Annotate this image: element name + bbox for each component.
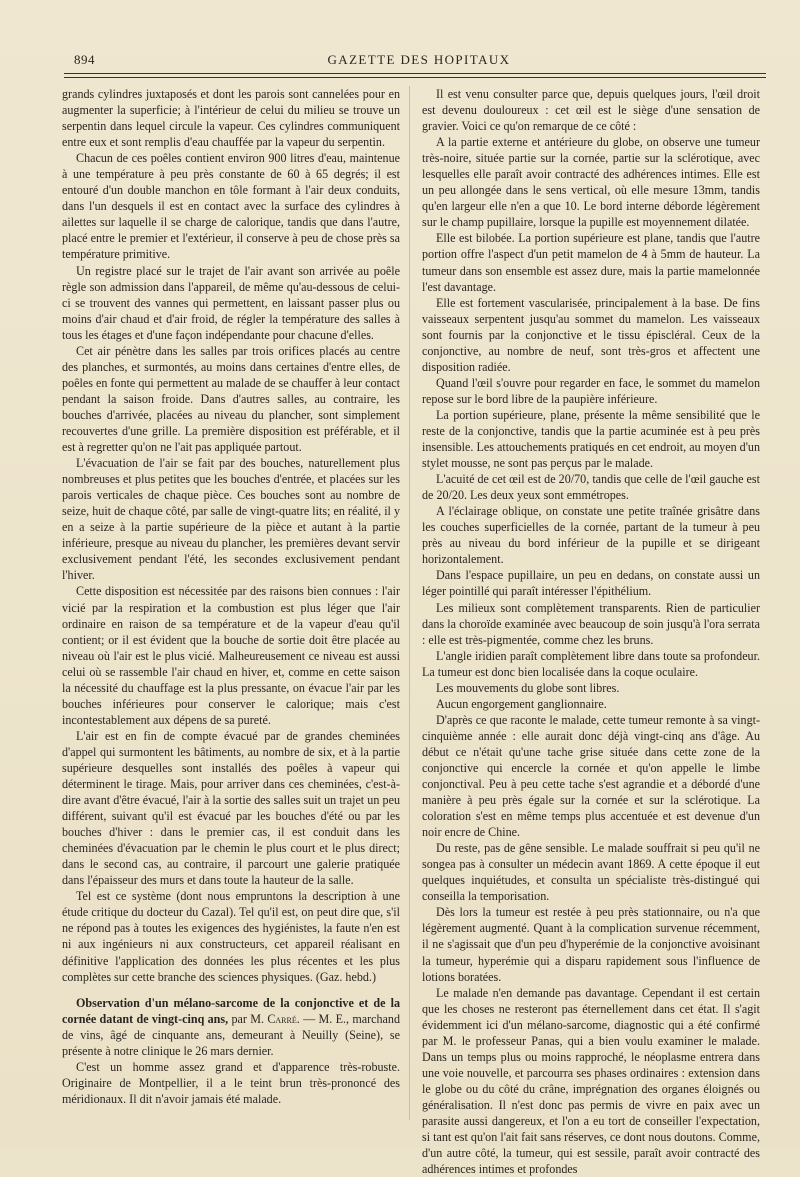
left-column <box>62 86 400 1107</box>
paragraph: Un registre placé sur le trajet de l'air avant son arrivée au poêle règle son admission dans l'appareil, de même qu'au-dessous de celui-ci se trouvent des vannes qui permettent, en laissant passer plus ou moins d'air chaud et d'air froid, de régler la température des salles à tous les étages et d'une façon indépendante pour chacune d'elles. <box>62 263 400 342</box>
paragraph: L'angle iridien paraît complètement libre dans toute sa profondeur. La tumeur est donc bien localisée dans la coque oculaire. <box>422 648 760 679</box>
paragraph: grands cylindres juxtaposés et dont les parois sont cannelées pour en augmenter la superficie; à l'intérieur de celui du milieu se trouve un serpentin dans lequel circule la vapeur. Ces cylindres communiquent entre eux et sont remplis d'eau chauffée par la vapeur du serpentin. <box>62 87 400 150</box>
running-title: GAZETTE DES HOPITAUX <box>327 52 511 67</box>
paragraph: Cet air pénètre dans les salles par trois orifices placés au centre des planches, et surmontés, au moins dans certaines d'entre elles, de poêles en fonte qui permettent au malade de se chauffer à leur contact pendant la saison froide. Dans d'autres salles, au contraire, les bouches d'arrivée, placées au niveau du plancher, sont simplement recouvertes d'une grille. La première disposition est préférable, et il est à regretter qu'on ne l'ait pas appliquée partout. <box>62 343 400 455</box>
header-rule <box>64 73 766 74</box>
paragraph: Dans l'espace pupillaire, un peu en dedans, on constate aussi un léger pointillé qui paraît intéresser l'épithélium. <box>422 568 760 599</box>
paragraph: La portion supérieure, plane, présente la même sensibilité que le reste de la conjonctive, tandis que la partie acuminée est à peu près insensible. Les attouchements pratiqués en cet endroit, au moyen d'un stylet mousse, ne sont pas perçus par le malade. <box>422 407 760 471</box>
paragraph: Aucun engorgement ganglionnaire. <box>436 696 607 711</box>
paragraph: L'acuité de cet œil est de 20/70, tandis que celle de l'œil gauche est de 20/20. Les deux yeux sont emmétropes. <box>422 472 760 503</box>
paragraph: Le malade n'en demande pas davantage. Cependant il est certain que les choses ne resteront pas éternellement dans cet état. Il s'agit évidemment ici d'un mélano-sarcome, diagnostic qui a été confirmé par M. le professeur Panas, qui a bien voulu examiner le malade. Dans un temps plus ou moins rapproché, le néoplasme entrera dans une voie nouvelle, et parcourra ses phases ordinaires : extension dans le globe ou du côté du crâne, imprégnation des organes éloignés ou généralisation. Il n'est donc pas permis de vivre en paix avec un parasite aussi dangereux, et l'on a eu tort de conseiller l'expectation, si tant est qu'on l'ait fait sans réserves, ce dont nous doutons. Comme, d'un autre côté, la tumeur, qui est sessile, paraît avoir contracté des adhérences intimes et profondes <box>422 985 760 1177</box>
paragraph: C'est un homme assez grand et d'apparence très-robuste. Originaire de Montpellier, il a le teint brun très-prononcé des méridionaux. Il dit n'avoir jamais été malade. <box>62 1059 400 1106</box>
paragraph: Quand l'œil s'ouvre pour regarder en face, le sommet du mamelon repose sur le bord libre de la paupière inférieure. <box>422 375 760 406</box>
paragraph: A l'éclairage oblique, on constate une petite traînée grisâtre dans les couches superficielles de la cornée, partant de la tumeur à peu près au niveau du bord inférieur de la pupille et se dirigeant horizontalement. <box>422 504 760 567</box>
page-number: 894 <box>74 52 95 67</box>
column-divider <box>409 86 410 1120</box>
paragraph: Tel est ce système (dont nous empruntons la description à une étude critique du docteur du Cazal). Tel qu'il est, on peut dire que, s'il ne répond pas à toutes les exigences des hygiénistes, la faute n'en est ni aux ingénieurs ni aux constructeurs, cet appareil réalisant en définitive l'application des données les plus récentes et les plus complètes sur cette branche des sciences physiques. (Gaz. hebd.) <box>62 889 400 984</box>
paragraph: Cette disposition est nécessitée par des raisons bien connues : l'air vicié par la respiration et la combustion est plus léger que l'air ordinaire en raison de sa température et de la vapeur d'eau qu'il contient; or il est évident que la bouche de sortie doit être placée au niveau où l'air est le plus vicié. Malheureusement ce niveau est aussi celui où se rassemble l'air chaud en hiver, et, comme en cette saison la nécessité du chauffage est la plus pressante, on évacue l'air par les bouches inférieures pour conserver le calorique; mais c'est incontestablement aux dépens de sa pureté. <box>62 584 400 727</box>
header-rule-thin <box>64 77 766 78</box>
paragraph: Chacun de ces poêles contient environ 900 litres d'eau, maintenue à une température à peu près constante de 60 à 65 degrés; il est entouré d'un double manchon en tôle formant à l'air deux conduits, dans l'un desquels il est en contact avec la surface des cylindres à ailettes sur laquelle il se charge de calorique, tandis que dans l'autre, placé entre le premier et l'extérieur, il conserve à peu de chose près sa température primitive. <box>62 151 400 262</box>
paragraph: Les mouvements du globe sont libres. <box>436 680 620 695</box>
paragraph: Les milieux sont complètement transparents. Rien de particulier dans la choroïde examinée avec beaucoup de soin jusqu'à l'ora serrata : elle est très-pigmentée, comme chez les bruns. <box>422 600 760 647</box>
paragraph: A la partie externe et antérieure du globe, on observe une tumeur très-noire, située partie sur la cornée, partie sur la sclérotique, avec lesquelles elle paraît avoir contracté des adhérences intimes. Elle est un peu allongée dans le sens vertical, où elle mesure 13mm, tandis qu'en largeur elle n'en a que 10. Le bord interne déborde légèrement sur le champ pupillaire, lorsque la pupille est moyennement dilatée. <box>422 135 760 230</box>
page-header <box>72 52 766 70</box>
paragraph: Elle est fortement vascularisée, principalement à la base. De fins vaisseaux serpentent jusqu'au sommet du mamelon. Les vaisseaux sont fournis par la conjonctive et le tissu épiscléral. Ceux de la conjonctive, au nombre de neuf, sont très-gros et affectent une disposition radiée. <box>422 295 760 374</box>
article-title: Observation d'un mélano-sarcome de la conjonctive et de la cornée datant de vingt-cinq ans, <box>62 995 400 1026</box>
paragraph: Il est venu consulter parce que, depuis quelques jours, l'œil droit est devenu douloureux : cet œil est le siège d'une sensation de gravier. Voici ce qu'on remarque de ce côté : <box>422 87 760 134</box>
article-intro: — M. E., marchand de vins, âgé de cinquante ans, demeurant à Neuilly (Seine), se présente à notre clinique le 26 mars dernier. <box>62 1011 401 1058</box>
paragraph: L'évacuation de l'air se fait par des bouches, naturellement plus nombreuses et plus petites que les bouches d'entrée, et placées sur les parois verticales de chaque pièce. Ces bouches sont au nombre de seize, huit de chaque côté, par salle de vingt-quatre lits; en réalité, il y en a seize à la partie supérieure de la pièce et autant à la partie inférieure, presque au niveau du plancher, les premières devant servir exclusivement pendant l'été, les secondes exclusivement pendant l'hiver. <box>62 456 400 583</box>
article-by: par M. <box>231 1011 264 1026</box>
paragraph: Du reste, pas de gêne sensible. Le malade souffrait si peu qu'il ne songea pas à consulter un médecin avant 1869. A cette époque il eut quelques inquiétudes, et consulta un spécialiste très-distingué qui conseilla la temporisation. <box>422 841 760 904</box>
paragraph: D'après ce que raconte le malade, cette tumeur remonte à sa vingt-cinquième année : elle aurait donc déjà vingt-cinq ans d'âge. Au début ce n'était qu'une tache grise située dans cette zone de la conjonctive qui encercle la cornée et qu'on appelle le limbe conjonctival. Peu à peu cette tache s'est agrandie et a débordé d'une manière à peu près égale sur la cornée et sur la sclérotique. La coloration s'est en même temps plus accentuée et est devenue d'un noir encre de Chine. <box>422 712 760 840</box>
right-column <box>422 86 760 1177</box>
paragraph: L'air est en fin de compte évacué par de grandes cheminées d'appel qui surmontent les bâtiments, au nombre de six, et à la partie supérieure desquelles sont installés des poêles à vapeur qui déterminent le tirage. Mais, pour arriver dans ces cheminées, c'est-à-dire avant d'être évacué, l'air à la sortie des salles suit un trajet un peu différent, suivant qu'il est évacué par les bouches d'été ou par les bouches d'hiver : dans le premier cas, il est conduit dans les cheminées d'évacuation par le chemin le plus court et le plus direct; dans le second cas, au contraire, il parcourt une galerie pratiquée dans l'épaisseur des murs et dans toute la hauteur de la salle. <box>62 728 400 888</box>
article-author: Carré. <box>267 1011 300 1026</box>
paragraph: Elle est bilobée. La portion supérieure est plane, tandis que l'autre portion offre l'aspect d'un petit mamelon de 4 à 5mm de hauteur. La tumeur dans son ensemble est assez dure, mais la partie mamelonnée l'est davantage. <box>422 231 760 294</box>
paragraph: Dès lors la tumeur est restée à peu près stationnaire, ou n'a que légèrement augmenté. Quant à la complication survenue récemment, il ne s'agissait que d'un peu d'hyperémie de la conjonctive avoisinant la tumeur, hyperémie qui a disparu rapidement sous l'influence de lotions boratées. <box>422 905 760 984</box>
article-heading <box>62 995 400 1059</box>
